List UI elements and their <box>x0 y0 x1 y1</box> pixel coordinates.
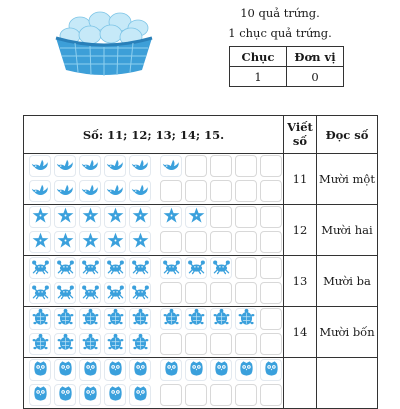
empty-square <box>160 180 182 202</box>
empty-square <box>210 206 232 228</box>
empty-square <box>260 231 282 253</box>
empty-square <box>260 384 282 406</box>
counter-square <box>129 384 151 406</box>
starfish-icon <box>162 206 181 228</box>
written-number <box>284 358 317 409</box>
empty-square <box>210 384 232 406</box>
crab-icon <box>212 257 231 279</box>
counter-square <box>210 308 232 330</box>
counter-square <box>79 155 101 177</box>
counter-square <box>160 206 182 228</box>
empty-square <box>185 333 207 355</box>
counter-square <box>104 384 126 406</box>
bird-icon <box>56 155 75 177</box>
ten-frame-cell <box>24 154 284 205</box>
counter-square <box>54 155 76 177</box>
number-reading: Mười một <box>317 154 378 205</box>
counter-square <box>54 282 76 304</box>
empty-square <box>260 333 282 355</box>
empty-square <box>160 231 182 253</box>
owl-icon <box>31 359 50 381</box>
ten-frame <box>29 155 152 203</box>
empty-square <box>210 333 232 355</box>
bird-icon <box>31 180 50 202</box>
counter-square <box>79 359 101 381</box>
counter-square <box>54 180 76 202</box>
counter-square <box>54 333 76 355</box>
owl-icon <box>56 384 75 406</box>
bird-icon <box>81 180 100 202</box>
ten-frame-group <box>24 155 283 203</box>
empty-square <box>235 231 257 253</box>
owl-icon <box>31 384 50 406</box>
number-table <box>23 115 378 409</box>
counter-square <box>54 231 76 253</box>
owl-icon <box>56 359 75 381</box>
empty-square <box>185 180 207 202</box>
counter-square <box>129 308 151 330</box>
bird-icon <box>56 180 75 202</box>
counter-square <box>160 359 182 381</box>
counter-square <box>54 206 76 228</box>
counter-square <box>129 257 151 279</box>
empty-square <box>260 155 282 177</box>
empty-square <box>210 155 232 177</box>
ten-frame-cell <box>24 205 284 256</box>
write-number-header: Viết số <box>284 116 317 154</box>
turtle-icon <box>56 333 75 355</box>
owl-icon <box>262 359 281 381</box>
turtle-icon <box>31 308 50 330</box>
written-number: 14 <box>284 307 317 358</box>
table-row <box>24 205 378 256</box>
counter-square <box>29 384 51 406</box>
empty-square <box>235 333 257 355</box>
bird-icon <box>81 155 100 177</box>
table-row <box>24 154 378 205</box>
counter-square <box>54 384 76 406</box>
empty-square <box>235 206 257 228</box>
ten-frame <box>29 308 152 356</box>
counter-square <box>79 333 101 355</box>
turtle-icon <box>81 333 100 355</box>
crab-icon <box>187 257 206 279</box>
empty-square <box>235 257 257 279</box>
counter-square <box>185 257 207 279</box>
number-reading: Mười bốn <box>317 307 378 358</box>
counter-square <box>79 282 101 304</box>
counter-square <box>129 206 151 228</box>
counter-square <box>185 308 207 330</box>
turtle-icon <box>212 308 231 330</box>
counter-square <box>129 231 151 253</box>
crab-icon <box>81 282 100 304</box>
owl-icon <box>162 359 181 381</box>
empty-square <box>210 180 232 202</box>
counter-square <box>104 180 126 202</box>
counter-square <box>79 384 101 406</box>
owl-icon <box>106 384 125 406</box>
number-reading: Mười ba <box>317 256 378 307</box>
turtle-icon <box>106 333 125 355</box>
crab-icon <box>31 282 50 304</box>
turtle-icon <box>162 308 181 330</box>
read-number-header: Đọc số <box>317 116 378 154</box>
counter-square <box>210 257 232 279</box>
empty-square <box>210 282 232 304</box>
bird-icon <box>31 155 50 177</box>
owl-icon <box>212 359 231 381</box>
counter-square <box>104 206 126 228</box>
counter-square <box>29 282 51 304</box>
empty-square <box>185 231 207 253</box>
counter-square <box>104 308 126 330</box>
empty-square <box>210 231 232 253</box>
number-reading: Mười hai <box>317 205 378 256</box>
ten-frame-cell <box>24 358 284 409</box>
starfish-icon <box>81 231 100 253</box>
turtle-icon <box>187 308 206 330</box>
counter-square <box>104 333 126 355</box>
counter-square <box>185 359 207 381</box>
starfish-icon <box>56 231 75 253</box>
bird-icon <box>131 155 150 177</box>
egg-basket-image <box>50 6 158 78</box>
bird-icon <box>162 155 181 177</box>
turtle-icon <box>106 308 125 330</box>
starfish-icon <box>31 206 50 228</box>
counter-square <box>29 180 51 202</box>
counter-square <box>260 359 282 381</box>
bird-icon <box>131 180 150 202</box>
empty-square <box>160 384 182 406</box>
starfish-icon <box>131 206 150 228</box>
turtle-icon <box>81 308 100 330</box>
ten-frame-group <box>24 257 283 305</box>
counter-square <box>29 308 51 330</box>
empty-square <box>235 180 257 202</box>
dozen-caption: 1 chục quả trứng. <box>228 26 332 40</box>
empty-square <box>260 282 282 304</box>
counter-square <box>29 333 51 355</box>
empty-square <box>260 180 282 202</box>
crab-icon <box>106 257 125 279</box>
counter-square <box>104 359 126 381</box>
counter-square <box>160 308 182 330</box>
counter-square <box>129 333 151 355</box>
empty-square <box>185 155 207 177</box>
starfish-icon <box>81 206 100 228</box>
counter-square <box>54 359 76 381</box>
numbers-header: Số: 11; 12; 13; 14; 15. <box>24 116 284 154</box>
starfish-icon <box>187 206 206 228</box>
counter-square <box>185 206 207 228</box>
written-number: 13 <box>284 256 317 307</box>
crab-icon <box>162 257 181 279</box>
counter-square <box>29 257 51 279</box>
bird-icon <box>106 155 125 177</box>
counter-square <box>129 282 151 304</box>
crab-icon <box>81 257 100 279</box>
crab-icon <box>56 282 75 304</box>
counter-square <box>79 231 101 253</box>
owl-icon <box>81 359 100 381</box>
written-number: 11 <box>284 154 317 205</box>
egg-count-caption: 10 quả trứng. <box>240 6 320 20</box>
counter-square <box>235 359 257 381</box>
ten-frame <box>160 206 283 254</box>
empty-square <box>235 384 257 406</box>
crab-icon <box>131 257 150 279</box>
crab-icon <box>31 257 50 279</box>
ten-frame-cell <box>24 256 284 307</box>
ten-frame-group <box>24 308 283 356</box>
counter-square <box>129 180 151 202</box>
turtle-icon <box>237 308 256 330</box>
starfish-icon <box>106 231 125 253</box>
empty-square <box>260 257 282 279</box>
empty-square <box>185 384 207 406</box>
starfish-icon <box>106 206 125 228</box>
counter-square <box>54 308 76 330</box>
turtle-icon <box>131 333 150 355</box>
counter-square <box>210 359 232 381</box>
empty-square <box>160 282 182 304</box>
crab-icon <box>56 257 75 279</box>
table-row <box>24 307 378 358</box>
starfish-icon <box>56 206 75 228</box>
counter-square <box>104 155 126 177</box>
counter-square <box>29 231 51 253</box>
owl-icon <box>131 384 150 406</box>
owl-icon <box>237 359 256 381</box>
owl-icon <box>106 359 125 381</box>
ten-frame <box>29 257 152 305</box>
counter-square <box>29 155 51 177</box>
turtle-icon <box>56 308 75 330</box>
counter-square <box>79 180 101 202</box>
owl-icon <box>81 384 100 406</box>
owl-icon <box>131 359 150 381</box>
tens-header: Chục <box>230 47 287 67</box>
crab-icon <box>106 282 125 304</box>
turtle-icon <box>31 333 50 355</box>
empty-square <box>160 333 182 355</box>
ten-frame-group <box>24 206 283 254</box>
counter-square <box>129 155 151 177</box>
empty-square <box>235 155 257 177</box>
place-value-table <box>229 46 344 87</box>
ones-value: 0 <box>287 67 344 87</box>
counter-square <box>235 308 257 330</box>
counter-square <box>79 308 101 330</box>
ten-frame-cell <box>24 307 284 358</box>
table-row <box>24 256 378 307</box>
ten-frame <box>160 155 283 203</box>
empty-square <box>235 282 257 304</box>
turtle-icon <box>131 308 150 330</box>
empty-square <box>185 282 207 304</box>
table-row <box>24 358 378 409</box>
ten-frame <box>160 257 283 305</box>
counter-square <box>160 257 182 279</box>
counter-square <box>104 282 126 304</box>
bird-icon <box>106 180 125 202</box>
counter-square <box>79 257 101 279</box>
written-number: 12 <box>284 205 317 256</box>
starfish-icon <box>131 231 150 253</box>
owl-icon <box>187 359 206 381</box>
ones-header: Đơn vị <box>287 47 344 67</box>
empty-square <box>260 206 282 228</box>
counter-square <box>104 257 126 279</box>
counter-square <box>29 359 51 381</box>
crab-icon <box>131 282 150 304</box>
counter-square <box>29 206 51 228</box>
counter-square <box>129 359 151 381</box>
counter-square <box>79 206 101 228</box>
number-reading <box>317 358 378 409</box>
empty-square <box>260 308 282 330</box>
tens-value: 1 <box>230 67 287 87</box>
starfish-icon <box>31 231 50 253</box>
counter-square <box>160 155 182 177</box>
ten-frame <box>29 206 152 254</box>
counter-square <box>54 257 76 279</box>
ten-frame <box>160 308 283 356</box>
counter-square <box>104 231 126 253</box>
